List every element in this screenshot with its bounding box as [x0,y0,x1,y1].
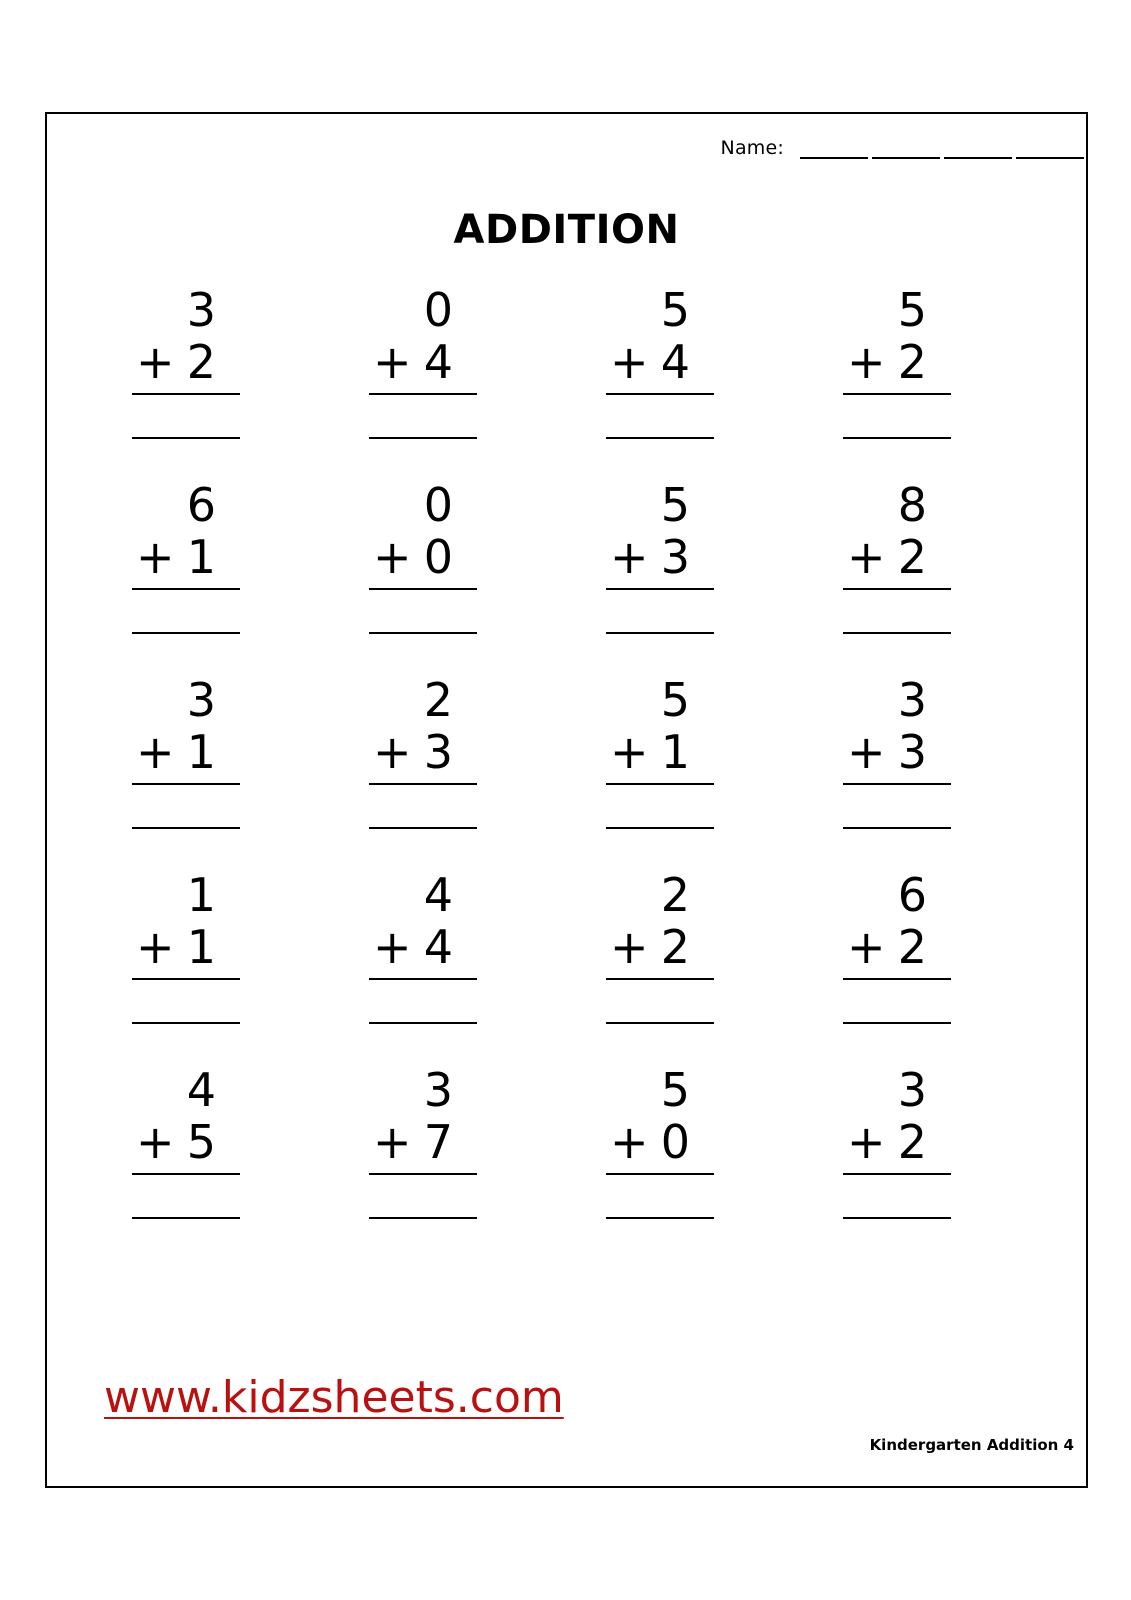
answer-space[interactable] [132,785,242,827]
answer-space[interactable] [843,395,953,437]
answer-rule [132,1022,240,1024]
answer-space[interactable] [132,1175,242,1217]
addend-top: 5 [660,673,690,727]
problem-row [92,284,1042,479]
answer-space[interactable] [369,785,479,827]
name-line-segment [872,157,940,159]
answer-space[interactable] [843,980,953,1022]
answer-rule [132,1217,240,1219]
answer-rule [606,1022,714,1024]
addend-top: 0 [423,478,453,532]
addend-bottom: 5 [186,1115,216,1169]
answer-space[interactable] [606,785,716,827]
addend-top: 3 [423,1063,453,1117]
sheet-id-label: Kindergarten Addition 4 [869,1436,1074,1454]
problem-grid [92,284,1042,1259]
answer-space[interactable] [606,1175,716,1217]
addend-top: 3 [897,1063,927,1117]
answer-space[interactable] [132,395,242,437]
problem-cell [566,869,803,1064]
addend-top: 2 [660,868,690,922]
operator-plus: + [847,920,886,974]
problem-cell [803,284,1040,479]
addend-bottom: 2 [897,530,927,584]
operator-plus: + [847,530,886,584]
addend-bottom: 2 [186,335,216,389]
addend-top: 4 [186,1063,216,1117]
addend-bottom: 3 [423,725,453,779]
addend-top: 4 [423,868,453,922]
answer-space[interactable] [843,1175,953,1217]
answer-rule [369,632,477,634]
answer-rule [843,1217,951,1219]
problem-row [92,1064,1042,1259]
addend-bottom: 1 [186,920,216,974]
operator-plus: + [610,725,649,779]
operator-plus: + [136,1115,175,1169]
answer-rule [606,827,714,829]
addend-bottom: 4 [660,335,690,389]
answer-rule [369,437,477,439]
answer-rule [843,437,951,439]
operator-plus: + [136,920,175,974]
operator-plus: + [610,530,649,584]
addend-bottom: 4 [423,920,453,974]
problem-cell [92,869,329,1064]
problem-cell [566,674,803,869]
operator-plus: + [610,1115,649,1169]
operator-plus: + [847,335,886,389]
operator-plus: + [373,725,412,779]
answer-space[interactable] [843,785,953,827]
problem-cell [92,479,329,674]
answer-rule [606,632,714,634]
answer-space[interactable] [606,395,716,437]
addend-top: 8 [897,478,927,532]
name-line-segment [1016,157,1084,159]
addend-bottom: 2 [660,920,690,974]
answer-rule [132,827,240,829]
name-write-line[interactable] [800,157,1084,159]
addend-bottom: 3 [897,725,927,779]
answer-rule [606,437,714,439]
addend-bottom: 0 [660,1115,690,1169]
name-label: Name: [720,137,784,159]
name-line-segment [800,157,868,159]
problem-cell [566,479,803,674]
answer-space[interactable] [606,590,716,632]
name-line-segment [944,157,1012,159]
answer-rule [369,1217,477,1219]
problem-cell [92,1064,329,1259]
answer-space[interactable] [843,590,953,632]
addend-top: 3 [186,283,216,337]
operator-plus: + [610,335,649,389]
addend-top: 3 [186,673,216,727]
addend-top: 2 [423,673,453,727]
problem-cell [803,479,1040,674]
addend-top: 6 [897,868,927,922]
answer-rule [606,1217,714,1219]
answer-rule [369,1022,477,1024]
addend-top: 5 [897,283,927,337]
addend-top: 5 [660,478,690,532]
addend-bottom: 7 [423,1115,453,1169]
problem-cell [329,479,566,674]
addend-bottom: 0 [423,530,453,584]
operator-plus: + [136,335,175,389]
answer-rule [843,1022,951,1024]
addend-bottom: 1 [660,725,690,779]
problem-cell [566,284,803,479]
answer-space[interactable] [606,980,716,1022]
answer-space[interactable] [369,590,479,632]
addend-bottom: 3 [660,530,690,584]
answer-rule [843,827,951,829]
problem-row [92,674,1042,869]
operator-plus: + [847,1115,886,1169]
problem-cell [566,1064,803,1259]
answer-rule [132,632,240,634]
answer-rule [369,827,477,829]
operator-plus: + [373,530,412,584]
problem-cell [803,869,1040,1064]
answer-rule [132,437,240,439]
problem-cell [329,284,566,479]
addend-top: 3 [897,673,927,727]
problem-row [92,869,1042,1064]
addend-bottom: 2 [897,920,927,974]
problem-cell [803,1064,1040,1259]
addend-bottom: 1 [186,725,216,779]
answer-space[interactable] [369,1175,479,1217]
answer-space[interactable] [369,395,479,437]
operator-plus: + [373,920,412,974]
operator-plus: + [847,725,886,779]
name-field-row [721,132,1084,162]
addend-top: 1 [186,868,216,922]
addend-top: 5 [660,1063,690,1117]
addend-bottom: 2 [897,1115,927,1169]
answer-space[interactable] [369,980,479,1022]
problem-cell [329,1064,566,1259]
operator-plus: + [610,920,649,974]
addend-bottom: 2 [897,335,927,389]
problem-cell [92,674,329,869]
addend-bottom: 4 [423,335,453,389]
worksheet-frame [45,112,1088,1488]
answer-rule [843,632,951,634]
addend-top: 0 [423,283,453,337]
page-title: ADDITION [453,207,680,253]
problem-cell [803,674,1040,869]
problem-cell [92,284,329,479]
operator-plus: + [136,725,175,779]
answer-space[interactable] [132,980,242,1022]
problem-cell [329,674,566,869]
addend-bottom: 1 [186,530,216,584]
operator-plus: + [373,1115,412,1169]
problem-cell [329,869,566,1064]
operator-plus: + [136,530,175,584]
addend-top: 5 [660,283,690,337]
site-url-link[interactable]: www.kidzsheets.com [104,1372,564,1423]
addend-top: 6 [186,478,216,532]
answer-space[interactable] [132,590,242,632]
problem-row [92,479,1042,674]
operator-plus: + [373,335,412,389]
